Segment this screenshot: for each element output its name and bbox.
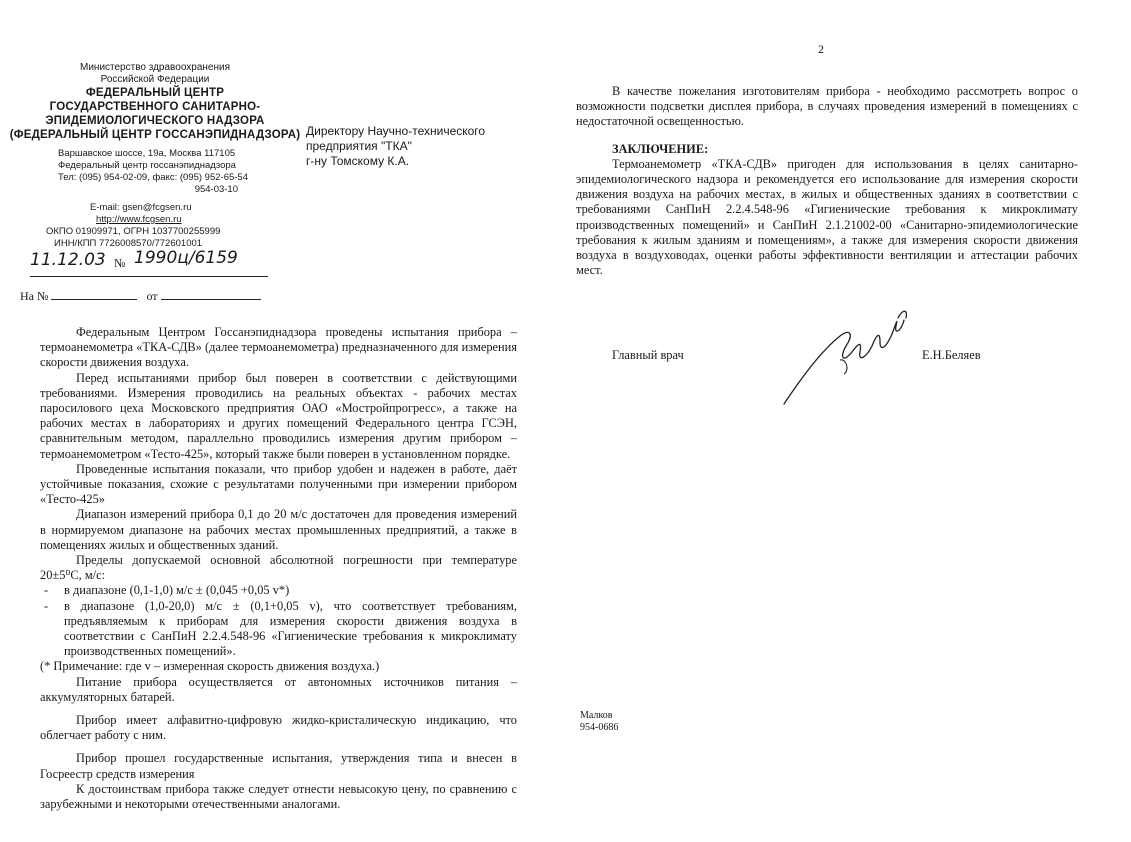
- wish-paragraph: В качестве пожелания изготовителям прибора - необходимо рассмотреть вопрос о возможности подсветки дисплея прибора, в случаях проведения измерений в помещениях с недостаточной освещенностью.: [576, 84, 1078, 129]
- paragraph-2: Перед испытаниями прибор был поверен в соответствии с действующими требованиями. Измерения проводились на реальных объектах - рабочих местах паросилового цеха Московского предприятия ОАО «Мостройпрогресс», а также на рабочих местах в лабораториях и других помещений Федерального центра ГСЭН, сравнительным методом, параллельно проводились измерения другим прибором – термоанемометром «Тесто-425», который также были поверен в установленном порядке.: [40, 370, 517, 461]
- org-line-2: ГОСУДАРСТВЕННОГО САНИТАРНО-: [49, 101, 261, 113]
- conclusion-paragraph: Термоанемометр «ТКА-СДВ» пригоден для использования в целях санитарно-эпидемиологического надзора и рекомендуется его использование для измерения скорости движения воздуха на рабочих местах, в жилых и общественных зданиях в соответствии с требованиями СанПиН 2.2.4.548-96 «Гигиенические требования к микроклимату производственных помещений» и СанПиН 2.1.21002-00 «Санитарно-эпидемиологические требования к жилым зданиям и помещениям», а также для измерения скорости движения воздуха в воздуховодах, оценки работы эффективности вентиляции и аттестации рабочих мест.: [576, 156, 1078, 278]
- page-number: 2: [818, 42, 824, 56]
- list-item-2: - в диапазоне (1,0-20,0) м/с ± (0,1+0,05 v), что соответствует требованиям, предъявляемым к приборам для измерения скорости движения воздуха в соответствии с СанПиН 2.2.4.548-96 «Гигиенические требования к микроклимату производственных помещений».: [44, 598, 517, 659]
- phone: Тел: (095) 954-02-09, факс: (095) 952-65-54: [58, 172, 248, 183]
- org-line-4: (ФЕДЕРАЛЬНЫЙ ЦЕНТР ГОССАНЭПИДНАДЗОРА): [9, 129, 301, 141]
- ref-from: от: [146, 289, 158, 303]
- executor-name: Малков: [580, 710, 613, 721]
- note: (* Примечание: где v – измеренная скорость движения воздуха.): [40, 659, 380, 674]
- org-short: Федеральный центр госсанэпиднадзора: [58, 160, 236, 171]
- list-item-1-text: в диапазоне (0,1-1,0) м/с ± (0,045 +0,05 v*): [64, 583, 290, 598]
- letterhead: [0, 62, 310, 142]
- page-2-body: [576, 84, 1078, 278]
- reference-line: [20, 289, 261, 304]
- phone-2: 954-03-10: [194, 184, 238, 195]
- ministry-line-1: Министерство здравоохранения: [80, 62, 230, 73]
- website-link[interactable]: http://www.fcgsen.ru: [96, 214, 182, 225]
- conclusion-heading: ЗАКЛЮЧЕНИЕ:: [612, 141, 709, 156]
- ref-prefix: На №: [20, 289, 49, 303]
- addressee-line-3: г-ну Томскому К.А.: [306, 154, 410, 168]
- list-item-1: - в диапазоне (0,1-1,0) м/с ± (0,045 +0,05 v*): [44, 583, 290, 598]
- ref-number-blank: [51, 289, 137, 300]
- addressee-line-2: предприятия "ТКА": [306, 139, 412, 153]
- list-item-2-text: в диапазоне (1,0-20,0) м/с ± (0,1+0,05 v), что соответствует требованиям, предъявляемым к приборам для измерения скорости движения воздуха в соответствии с СанПиН 2.2.4.548-96 «Гигиенические требования к микроклимату производственных помещений».: [64, 598, 517, 659]
- letterhead-contacts: [46, 148, 248, 250]
- paragraph-6: Питание прибора осуществляется от автономных источников питания – аккумуляторных батарей.: [40, 674, 517, 704]
- address: Варшавское шоссе, 19а, Москва 117105: [58, 148, 236, 159]
- email[interactable]: E-mail: gsen@fcgsen.ru: [90, 202, 192, 213]
- paragraph-3: Проведенные испытания показали, что прибор удобен и надежен в работе, даёт устойчивые показания, схожие с результатами полученными при измерении прибором «Тесто-425»: [40, 461, 517, 507]
- addressee-block: [306, 124, 485, 169]
- registration-line: [30, 246, 268, 277]
- paragraph-8: Прибор прошел государственные испытания, утверждения типа и внесен в Госреестр средств измерения: [40, 751, 517, 781]
- signer-title: Главный врач: [612, 348, 684, 362]
- signer-name: Е.Н.Беляев: [922, 348, 981, 362]
- paragraph-1: Федеральным Центром Госсанэпиднадзора проведены испытания прибора – термоанемометра «ТКА-СДВ» (далее термоанемометра) предназначенного для измерения скорости движения воздуха.: [40, 325, 517, 370]
- org-line-1: ФЕДЕРАЛЬНЫЙ ЦЕНТР: [85, 87, 225, 99]
- executor-block: [580, 710, 618, 734]
- inn: ИНН/КПП 7726008570/772601001: [54, 238, 203, 249]
- ref-date-blank: [161, 289, 261, 300]
- addressee-line-1: Директору Научно-технического: [306, 124, 486, 138]
- executor-phone: 954-0686: [580, 722, 619, 733]
- handwritten-signature: [780, 300, 920, 410]
- paragraph-4: Диапазон измерений прибора 0,1 до 20 м/с достаточен для проведения измерений в нормируемом диапазоне на рабочих местах промышленных предприятий, а также в помещениях жилых и общественных зданий.: [40, 507, 517, 552]
- paragraph-9: К достоинствам прибора также следует отнести невысокую цену, по сравнению с зарубежными и некоторыми отечественными аналогами.: [40, 781, 517, 812]
- paragraph-7: Прибор имеет алфавитно-цифровую жидко-кристалическую индикацию, что облегчает работу с ним.: [40, 713, 517, 743]
- registration-number: 1990ц/6159: [134, 248, 238, 268]
- registration-date: 11.12.03: [30, 250, 106, 270]
- number-sign: №: [114, 256, 126, 270]
- ministry-line-2: Российской Федерации: [100, 74, 210, 85]
- letter-body: [40, 325, 517, 812]
- okpo: ОКПО 01909971, ОГРН 1037700255999: [46, 226, 221, 237]
- org-line-3: ЭПИДЕМИОЛОГИЧЕСКОГО НАДЗОРА: [45, 115, 265, 127]
- paragraph-5: Пределы допускаемой основной абсолютной погрешности при температуре 20±5⁰С, м/с:: [40, 553, 517, 583]
